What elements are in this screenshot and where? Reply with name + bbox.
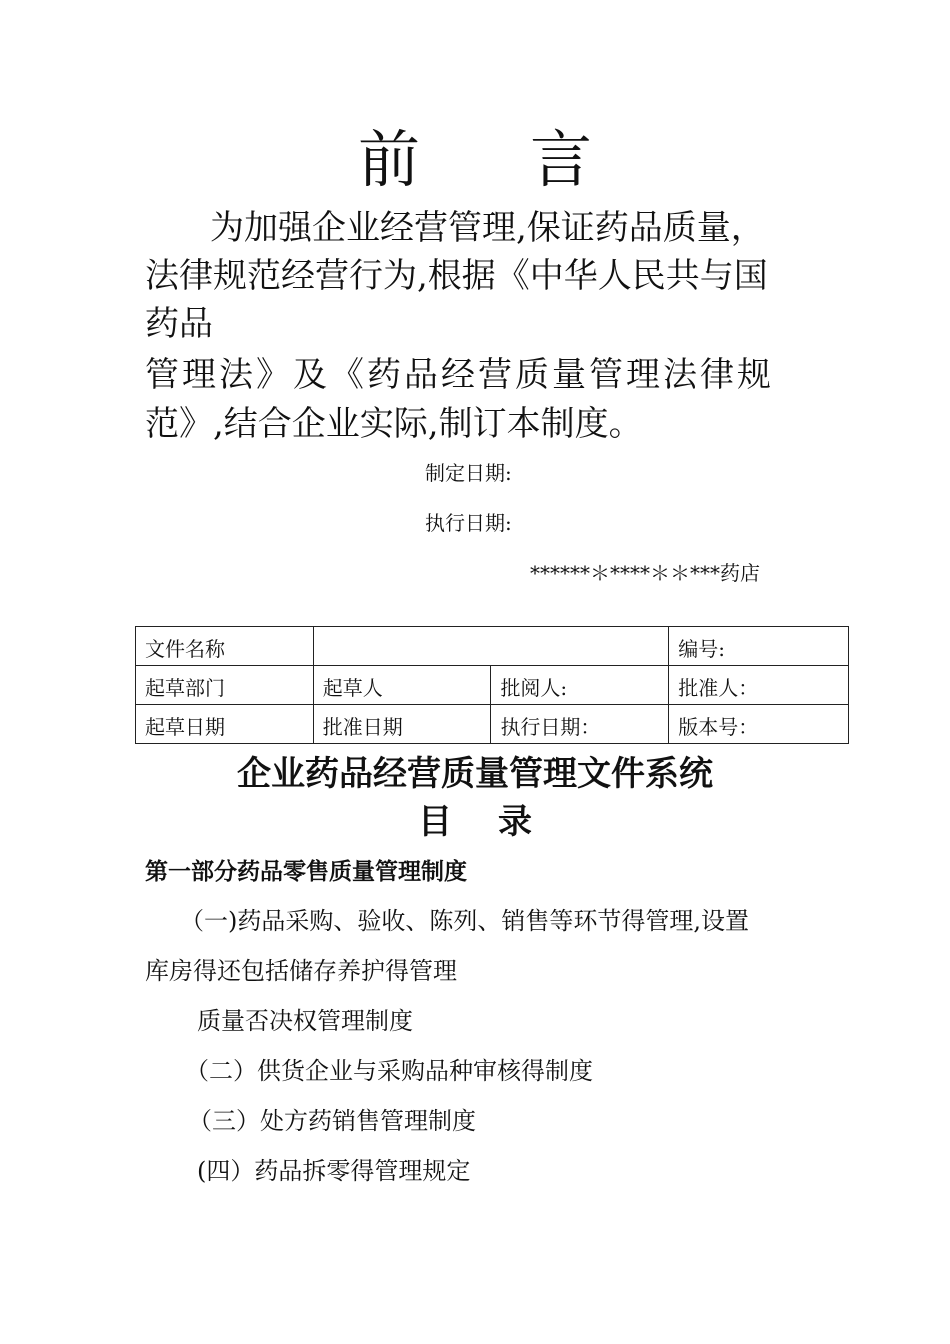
table-cell: 编号: <box>669 627 849 666</box>
table-cell: 批准日期 <box>313 705 491 744</box>
preface-title-right: 言 <box>530 123 593 196</box>
toc-item: 库房得还包括储存养护得管理 <box>145 957 457 985</box>
table-row <box>136 666 849 705</box>
table-cell: 执行日期： <box>491 705 669 744</box>
preface-title <box>0 122 950 198</box>
table-cell: 文件名称 <box>136 627 314 666</box>
formulate-date-label: 制定日期: <box>425 461 512 485</box>
toc-item: （二）供货企业与采购品种审核得制度 <box>185 1057 593 1085</box>
table-cell: 批准人： <box>669 666 849 705</box>
table-cell <box>313 627 668 666</box>
part1-heading: 第一部分药品零售质量管理制度 <box>145 858 467 885</box>
table-row <box>136 627 849 666</box>
toc-item: （三）处方药销售管理制度 <box>188 1107 476 1135</box>
preface-line-1: 为加强企业经营管理,保证药品质量， <box>210 208 765 248</box>
preface-line-5: 范》,结合企业实际,制订本制度。 <box>145 404 643 444</box>
preface-line-4: 管理法》及《药品经营质量管理法律规 <box>145 355 774 395</box>
store-name: ******＊****＊＊***药店 <box>530 561 760 585</box>
table-cell: 起草部门 <box>136 666 314 705</box>
table-cell: 起草人 <box>313 666 491 705</box>
toc-item: 质量否决权管理制度 <box>197 1007 413 1035</box>
preface-line-3: 药品 <box>145 304 213 344</box>
toc-item: (四）药品拆零得管理规定 <box>197 1157 471 1185</box>
preface-line-2: 法律规范经营行为,根据《中华人民共与国 <box>145 256 768 296</box>
system-title: 企业药品经营质量管理文件系统 <box>237 754 713 794</box>
preface-title-left: 前 <box>357 123 420 196</box>
table-cell: 版本号： <box>669 705 849 744</box>
document-info-table <box>135 626 849 744</box>
toc-title-right: 录 <box>498 802 532 842</box>
toc-title-left: 目 <box>418 802 452 842</box>
table-cell: 起草日期 <box>136 705 314 744</box>
toc-title <box>0 800 950 844</box>
toc-item: （一)药品采购、验收、陈列、销售等环节得管理,设置 <box>180 907 749 935</box>
table-cell: 批阅人: <box>491 666 669 705</box>
execute-date-label: 执行日期: <box>425 511 512 535</box>
table-row <box>136 705 849 744</box>
